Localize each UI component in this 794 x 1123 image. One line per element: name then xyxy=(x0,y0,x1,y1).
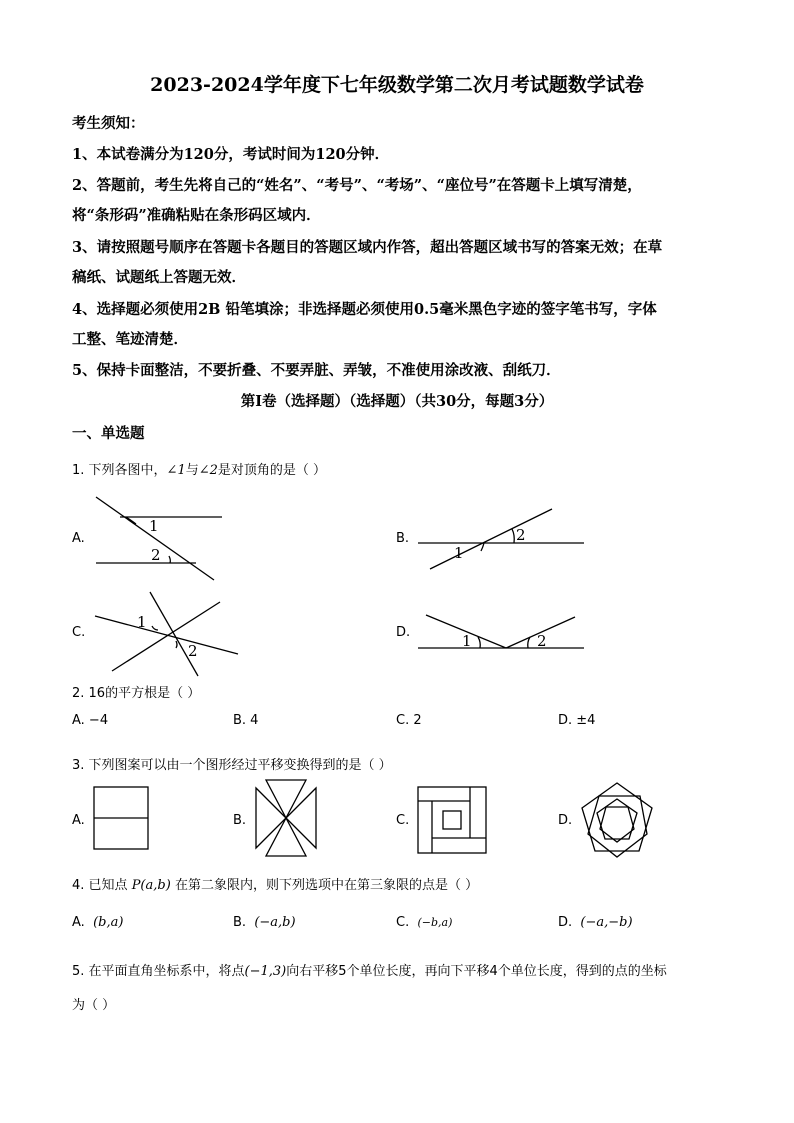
angle-1-symbol: ∠1 xyxy=(166,463,186,478)
instructions-heading: 考生须知： xyxy=(72,115,145,132)
q1-option-d-label[interactable]: D. xyxy=(396,625,411,640)
q4-option-a[interactable]: A. (b,a) xyxy=(72,915,124,930)
instruction-line-6: 4、选择题必须使用2B 铅笔填涂；非选择题必须使用0.5毫米黑色字迹的签字笔书写，字体 xyxy=(72,301,657,318)
q4-option-d[interactable]: D. (−a,−b) xyxy=(558,915,633,930)
q1c-label-2: 2 xyxy=(188,642,198,660)
point-minus1-3: (−1,3) xyxy=(244,964,287,979)
q1d-label-1: 1 xyxy=(462,632,472,650)
q1b-label-2: 2 xyxy=(516,526,526,544)
q2-option-d[interactable]: D. ±4 xyxy=(558,713,596,728)
q1a-label-1: 1 xyxy=(149,517,159,535)
q4-option-c[interactable]: C. (−b,a) xyxy=(396,915,453,930)
instruction-line-3: 将“条形码”准确粘贴在条形码区域内． xyxy=(72,207,321,224)
question-4-stem: 4. 已知点 P(a,b) 在第二象限内，则下列选项中在第三象限的点是（ ） xyxy=(72,878,479,893)
q1-option-a-label[interactable]: A. xyxy=(72,531,85,546)
q1-option-c-label[interactable]: C. xyxy=(72,625,86,640)
q1c-label-1: 1 xyxy=(137,613,147,631)
part-heading: 一、单选题 xyxy=(72,425,145,442)
q2-option-b[interactable]: B. 4 xyxy=(233,713,259,728)
question-1-stem: 1. 下列各图中，∠1与∠2是对顶角的是（ ） xyxy=(72,463,327,478)
instruction-line-2: 2、答题前，考生先将自己的“姓名”、“考号”、“考场”、“座位号”在答题卡上填写清楚， xyxy=(72,177,642,194)
instruction-line-7: 工整、笔迹清楚． xyxy=(72,331,188,348)
angle-2-symbol: ∠2 xyxy=(198,463,218,478)
point-p-ab: P(a,b) xyxy=(131,878,171,893)
question-2-stem: 2. 16的平方根是（ ） xyxy=(72,686,201,701)
q1b-label-1: 1 xyxy=(454,544,464,562)
q3-option-a-label[interactable]: A. xyxy=(72,813,85,828)
q3-option-d-label[interactable]: D. xyxy=(558,813,573,828)
instruction-line-5: 稿纸、试题纸上答题无效． xyxy=(72,269,246,286)
question-3-stem: 3. 下列图案可以由一个图形经过平移变换得到的是（ ） xyxy=(72,758,392,773)
q4-option-b[interactable]: B. (−a,b) xyxy=(233,915,296,930)
q2-option-c[interactable]: C. 2 xyxy=(396,713,422,728)
q1-option-b-label[interactable]: B. xyxy=(396,531,410,546)
instruction-line-8: 5、保持卡面整洁，不要折叠、不要弄脏、弄皱，不准使用涂改液、刮纸刀． xyxy=(72,362,561,379)
q3-option-b-label[interactable]: B. xyxy=(233,813,247,828)
question-5-stem-cont: 为（ ） xyxy=(72,998,116,1013)
q1a-label-2: 2 xyxy=(151,546,161,564)
q1d-label-2: 2 xyxy=(537,632,547,650)
page-title: 2023-2024学年度下七年级数学第二次月考试题数学试卷 xyxy=(150,74,644,96)
question-5-stem: 5. 在平面直角坐标系中，将点(−1,3)向右平移5个单位长度，再向下平移4个单位长度，得到的点的坐标 xyxy=(72,964,667,979)
instruction-line-4: 3、请按照题号顺序在答题卡各题目的答题区域内作答，超出答题区域书写的答案无效；在草 xyxy=(72,239,663,256)
instruction-line-1: 1、本试卷满分为120分，考试时间为120分钟． xyxy=(72,146,390,163)
q3-option-c-label[interactable]: C. xyxy=(396,813,410,828)
q2-option-a[interactable]: A. −4 xyxy=(72,713,109,728)
section-heading: 第Ⅰ卷（选择题）（选择题）（共30分，每题3分） xyxy=(240,393,554,410)
